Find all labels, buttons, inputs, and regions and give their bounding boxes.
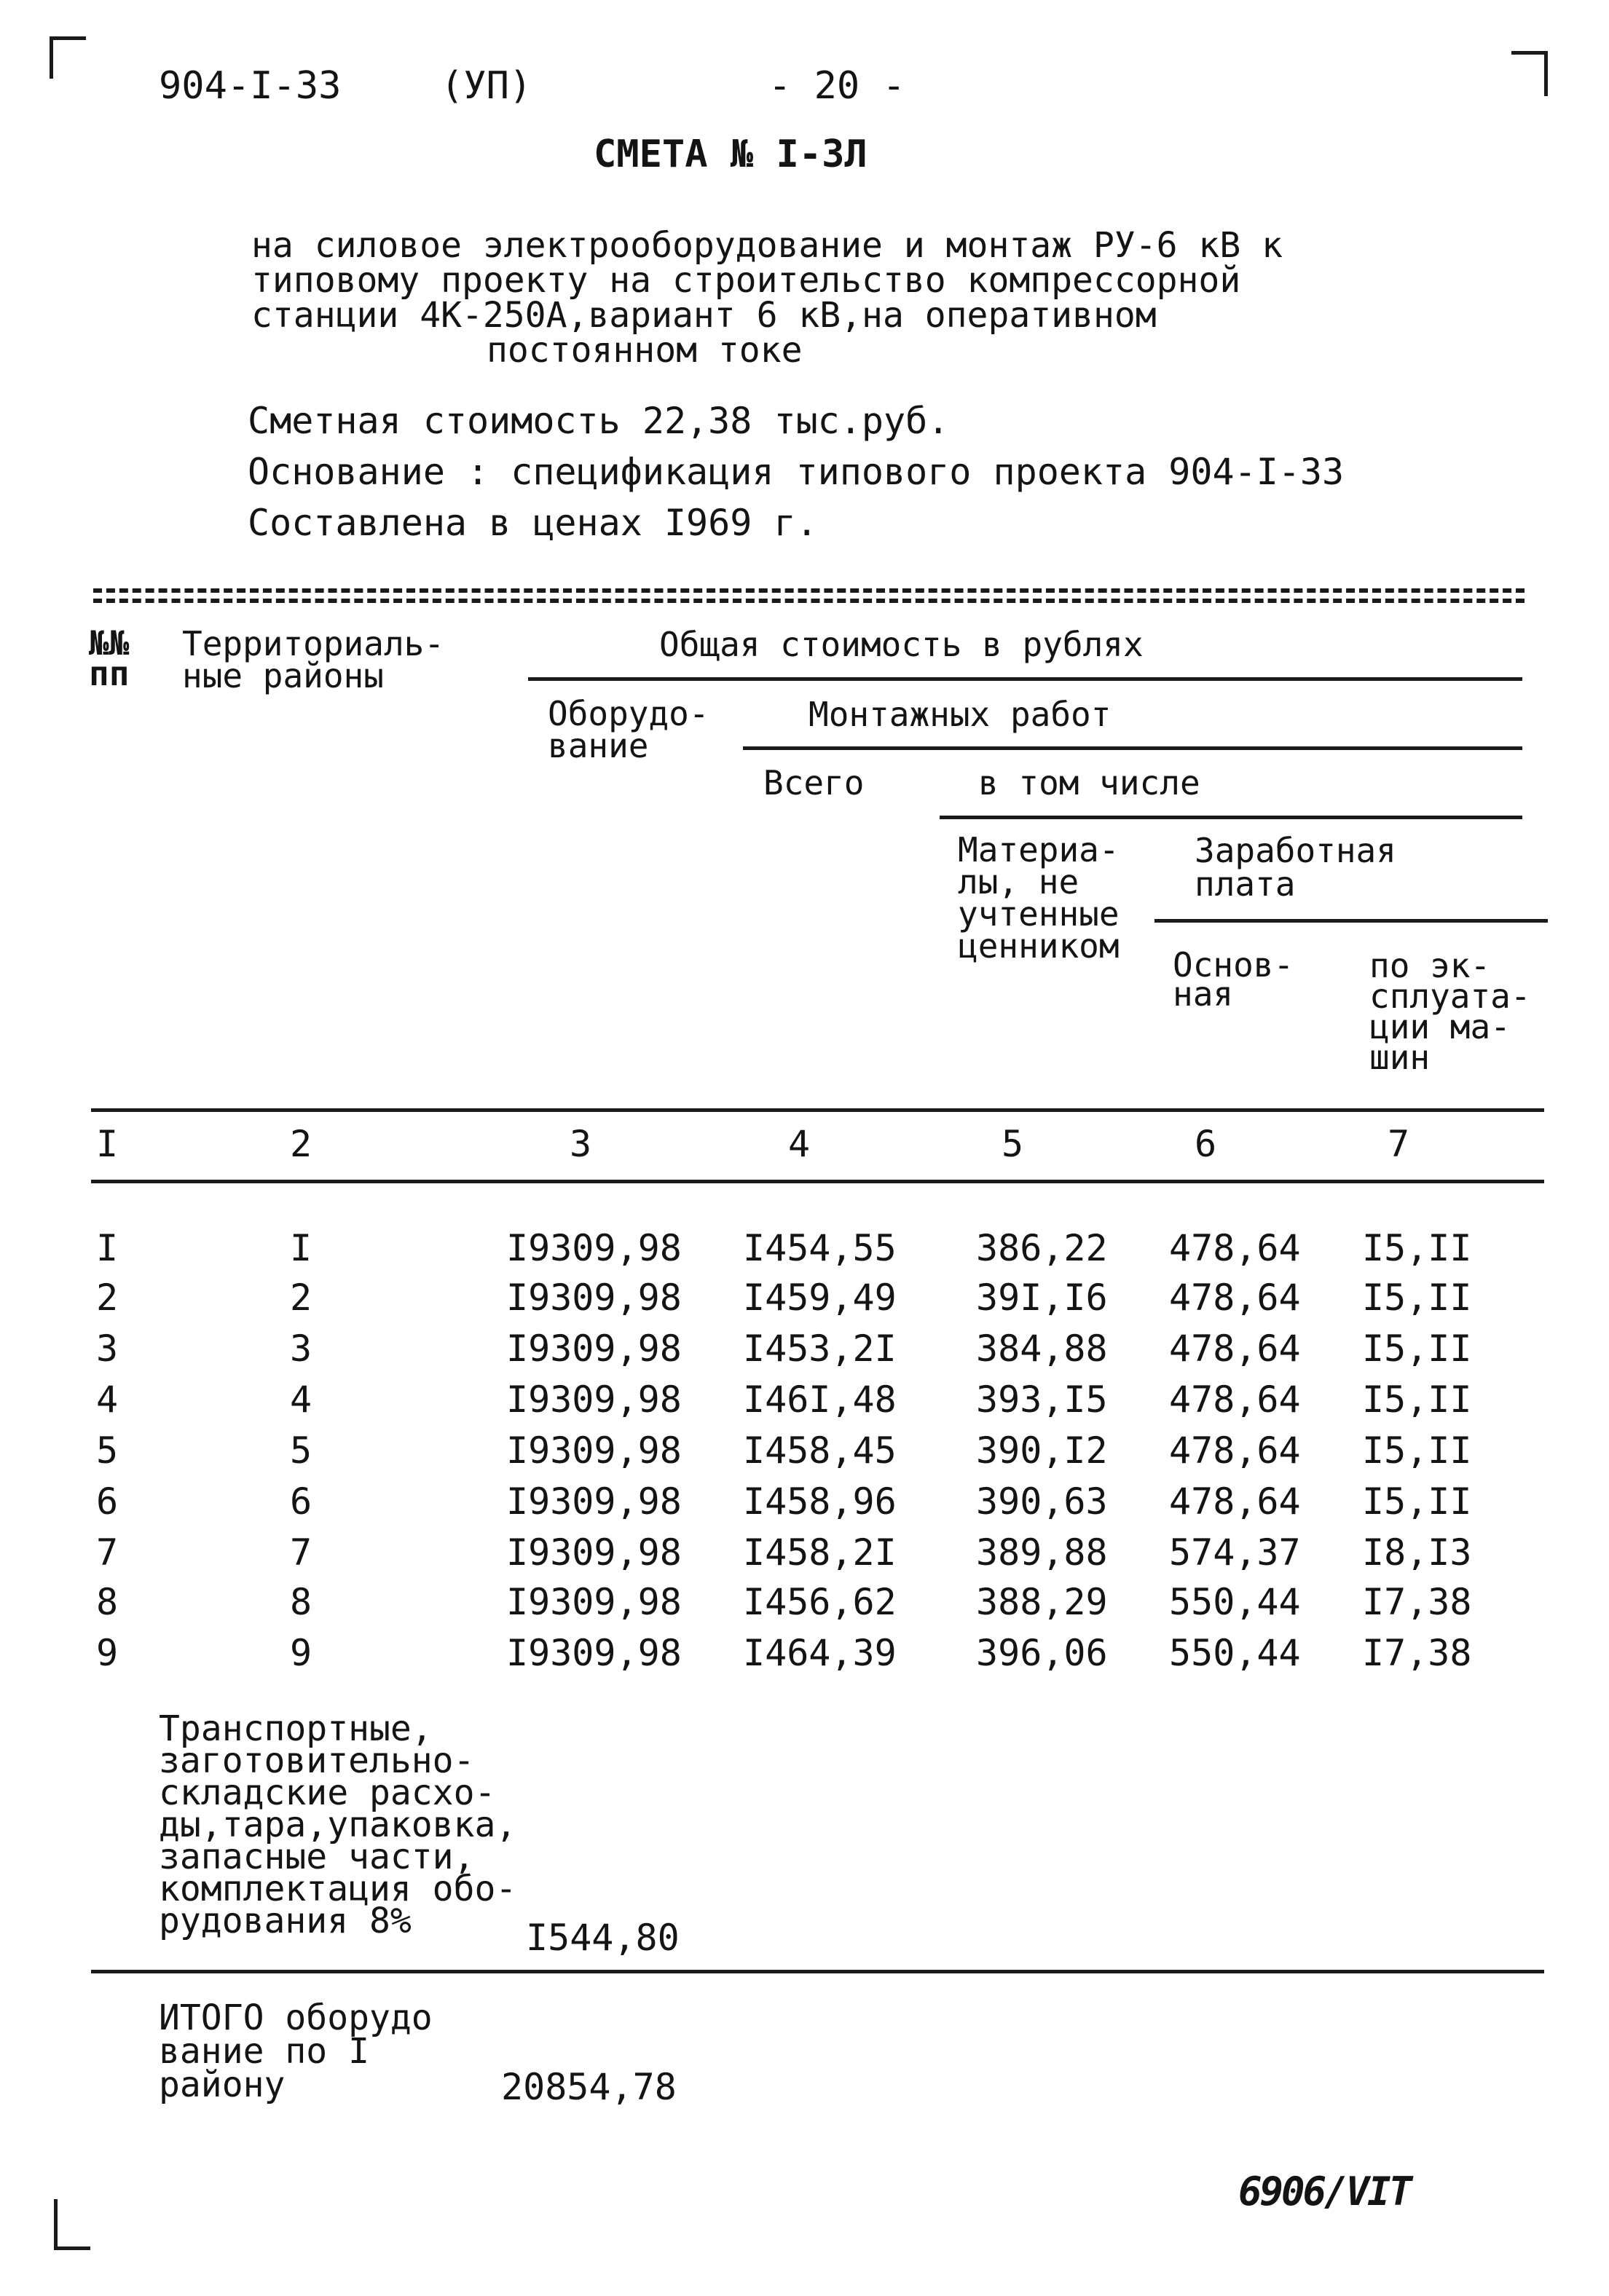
- row-total: I46I,48: [743, 1378, 897, 1421]
- row-materials: 389,88: [976, 1531, 1108, 1574]
- header-rule: [1154, 919, 1548, 923]
- table-row: [0, 1279, 1609, 1319]
- document-series: (УП): [441, 64, 532, 108]
- row-number: 2: [96, 1277, 119, 1319]
- corner-mark-bottom-left: [54, 2199, 58, 2250]
- row-total: I458,45: [743, 1429, 897, 1472]
- table-row: [0, 1583, 1609, 1624]
- row-equipment: I9309,98: [506, 1632, 682, 1674]
- column-number: I: [96, 1123, 119, 1165]
- column-number: 7: [1388, 1123, 1410, 1165]
- row-equipment: I9309,98: [506, 1328, 682, 1370]
- row-materials: 39I,I6: [976, 1277, 1108, 1319]
- subject-line: типовому проекту на строительство компрессорной: [251, 260, 1241, 301]
- table-top-rule: [93, 599, 1525, 603]
- row-region: 2: [290, 1277, 312, 1319]
- page-number: - 20 -: [768, 64, 905, 108]
- column-number: 5: [1002, 1123, 1024, 1165]
- total-label: ИТОГО оборудо вание по I району: [159, 1997, 433, 2105]
- row-materials: 388,29: [976, 1581, 1108, 1623]
- row-total: I458,2I: [743, 1531, 897, 1574]
- corner-mark-top-right: [1544, 51, 1548, 96]
- row-equipment: I9309,98: [506, 1531, 682, 1574]
- row-equipment: I9309,98: [506, 1429, 682, 1472]
- table-row: [0, 1378, 1609, 1421]
- header-salary-machines: по эк- сплуата- ции ма- шин: [1369, 946, 1531, 1077]
- row-salary-machines: I5,II: [1362, 1378, 1472, 1421]
- row-salary-machines: I7,38: [1362, 1632, 1472, 1674]
- header-region: Территориаль- ные районы: [182, 624, 445, 695]
- header-bottom-rule: [91, 1108, 1544, 1112]
- header-installation: Монтажных работ: [809, 695, 1112, 734]
- header-total: Всего: [763, 763, 865, 802]
- estimate-prices: Составлена в ценах I969 г.: [248, 502, 818, 544]
- row-number: 4: [96, 1378, 119, 1421]
- row-salary-machines: I8,I3: [1362, 1531, 1472, 1574]
- table-top-rule: [93, 588, 1525, 593]
- row-region: 7: [290, 1531, 312, 1574]
- row-materials: 390,63: [976, 1480, 1108, 1523]
- row-number: 8: [96, 1581, 119, 1623]
- row-salary-basic: 478,64: [1169, 1227, 1301, 1269]
- row-number: 9: [96, 1632, 119, 1674]
- row-equipment: I9309,98: [506, 1581, 682, 1623]
- row-materials: 396,06: [976, 1632, 1108, 1674]
- column-number: 3: [570, 1123, 592, 1165]
- row-number: 5: [96, 1429, 119, 1472]
- row-total: I459,49: [743, 1277, 897, 1319]
- estimate-cost: Сметная стоимость 22,38 тыс.руб.: [248, 400, 950, 442]
- header-number: №№ пп: [89, 623, 130, 693]
- row-equipment: I9309,98: [506, 1480, 682, 1523]
- header-salary-basic: Основ- ная: [1173, 945, 1294, 1014]
- row-salary-machines: I5,II: [1362, 1429, 1472, 1472]
- row-salary-basic: 478,64: [1169, 1429, 1301, 1472]
- table-row: [0, 1531, 1609, 1574]
- row-salary-basic: 478,64: [1169, 1378, 1301, 1421]
- inventory-signature: 6906/VIT: [1238, 2169, 1411, 2214]
- row-salary-machines: I7,38: [1362, 1581, 1472, 1623]
- row-salary-basic: 478,64: [1169, 1480, 1301, 1523]
- transport-label: Транспортные, заготовительно- складские расхо- ды,тара,упаковка, запасные части, комплектация обо- рудования 8%: [159, 1708, 517, 1941]
- row-total: I464,39: [743, 1632, 897, 1674]
- header-equipment: Оборудо- вание: [548, 694, 709, 765]
- header-materials: Материа- лы, не учтенные ценником: [958, 830, 1120, 966]
- row-materials: 384,88: [976, 1328, 1108, 1370]
- row-salary-machines: I5,II: [1362, 1277, 1472, 1319]
- header-total-cost: Общая стоимость в рублях: [659, 625, 1144, 664]
- corner-mark-top-left: [50, 36, 53, 79]
- row-number: I: [96, 1227, 119, 1269]
- row-total: I458,96: [743, 1480, 897, 1523]
- corner-mark-top-right: [1511, 51, 1548, 55]
- row-salary-basic: 550,44: [1169, 1632, 1301, 1674]
- subject-line: станции 4К-250А,вариант 6 кВ,на оперативном: [251, 295, 1157, 336]
- header-rule: [940, 816, 1522, 819]
- row-salary-basic: 478,64: [1169, 1328, 1301, 1370]
- header-rule: [743, 746, 1522, 750]
- row-region: 3: [290, 1328, 312, 1370]
- row-salary-basic: 550,44: [1169, 1581, 1301, 1623]
- row-materials: 393,I5: [976, 1378, 1108, 1421]
- transport-value: I544,80: [526, 1917, 680, 1959]
- table-row: [0, 1429, 1609, 1472]
- row-salary-machines: I5,II: [1362, 1227, 1472, 1269]
- document-title: СМЕТА № I-3Л: [594, 133, 868, 176]
- row-salary-machines: I5,II: [1362, 1328, 1472, 1370]
- row-region: 6: [290, 1480, 312, 1523]
- row-salary-machines: I5,II: [1362, 1480, 1472, 1523]
- estimate-basis: Основание : спецификация типового проекта 904-I-33: [248, 451, 1345, 493]
- row-total: I454,55: [743, 1227, 897, 1269]
- table-row: [0, 1330, 1609, 1370]
- table-row: [0, 1480, 1609, 1523]
- row-region: 9: [290, 1632, 312, 1674]
- column-number: 6: [1195, 1123, 1217, 1165]
- document-code: 904-I-33: [159, 64, 342, 108]
- column-number: 4: [788, 1123, 811, 1165]
- subject-line: на силовое электрооборудование и монтаж РУ-6 кВ к: [251, 225, 1283, 266]
- row-total: I456,62: [743, 1581, 897, 1623]
- column-number: 2: [290, 1123, 312, 1165]
- row-region: 8: [290, 1581, 312, 1623]
- corner-mark-top-left: [50, 36, 86, 40]
- header-salary: Заработная плата: [1195, 831, 1396, 904]
- row-materials: 386,22: [976, 1227, 1108, 1269]
- header-rule: [528, 677, 1522, 681]
- row-number: 6: [96, 1480, 119, 1523]
- row-equipment: I9309,98: [506, 1227, 682, 1269]
- header-including: в том числе: [978, 763, 1200, 802]
- row-salary-basic: 574,37: [1169, 1531, 1301, 1574]
- row-equipment: I9309,98: [506, 1378, 682, 1421]
- row-number: 3: [96, 1328, 119, 1370]
- row-equipment: I9309,98: [506, 1277, 682, 1319]
- row-materials: 390,I2: [976, 1429, 1108, 1472]
- row-region: I: [290, 1227, 312, 1269]
- row-total: I453,2I: [743, 1328, 897, 1370]
- row-salary-basic: 478,64: [1169, 1277, 1301, 1319]
- table-row: [0, 1634, 1609, 1675]
- column-number-rule: [91, 1180, 1544, 1183]
- row-number: 7: [96, 1531, 119, 1574]
- row-region: 4: [290, 1378, 312, 1421]
- table-row: [0, 1229, 1609, 1270]
- corner-mark-bottom-left: [54, 2246, 90, 2250]
- subject-line: постоянном токе: [487, 330, 803, 371]
- row-region: 5: [290, 1429, 312, 1472]
- total-value: 20854,78: [501, 2066, 677, 2108]
- total-rule: [91, 1970, 1544, 1973]
